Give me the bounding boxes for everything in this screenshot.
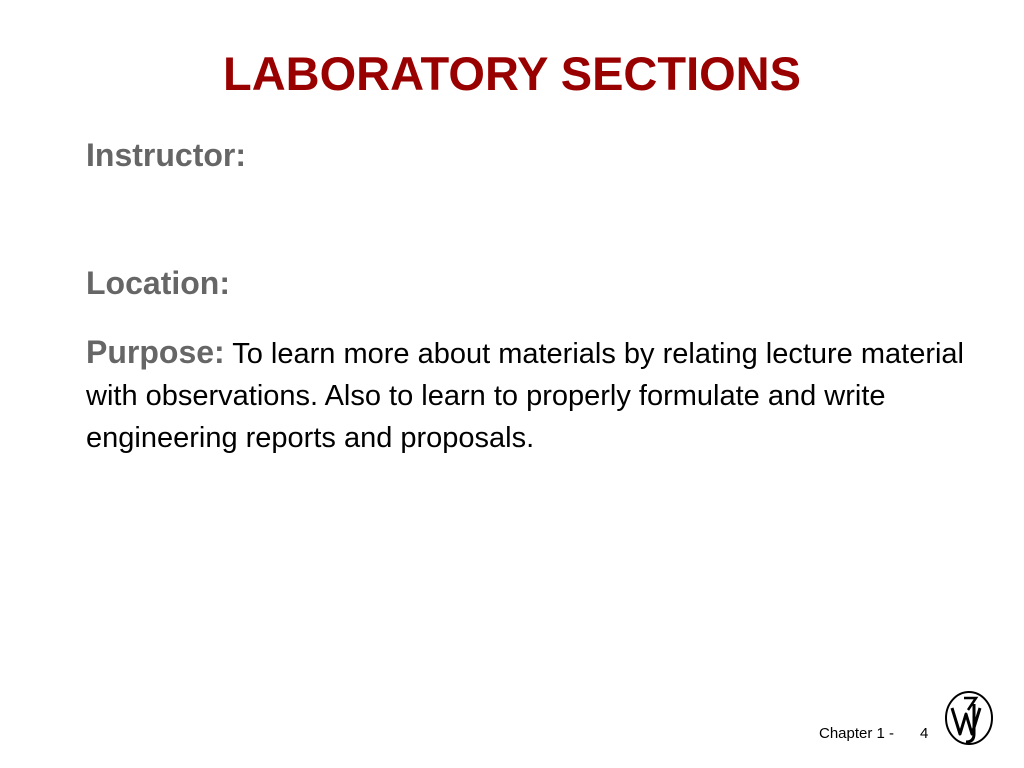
footer-page-number: 4 [920, 725, 929, 742]
location-label: Location: [86, 265, 230, 301]
purpose-text: To learn more about materials by relating lecture material with observations. Also to learn to properly formulate and write engineering reports and proposals. [86, 338, 965, 454]
purpose-label: Purpose: [86, 334, 225, 370]
footer-chapter: Chapter 1 - [819, 725, 895, 742]
wiley-logo-icon [944, 690, 994, 746]
purpose-paragraph [86, 331, 986, 459]
slide-title: LABORATORY SECTIONS [223, 47, 801, 100]
instructor-label: Instructor: [86, 137, 246, 173]
